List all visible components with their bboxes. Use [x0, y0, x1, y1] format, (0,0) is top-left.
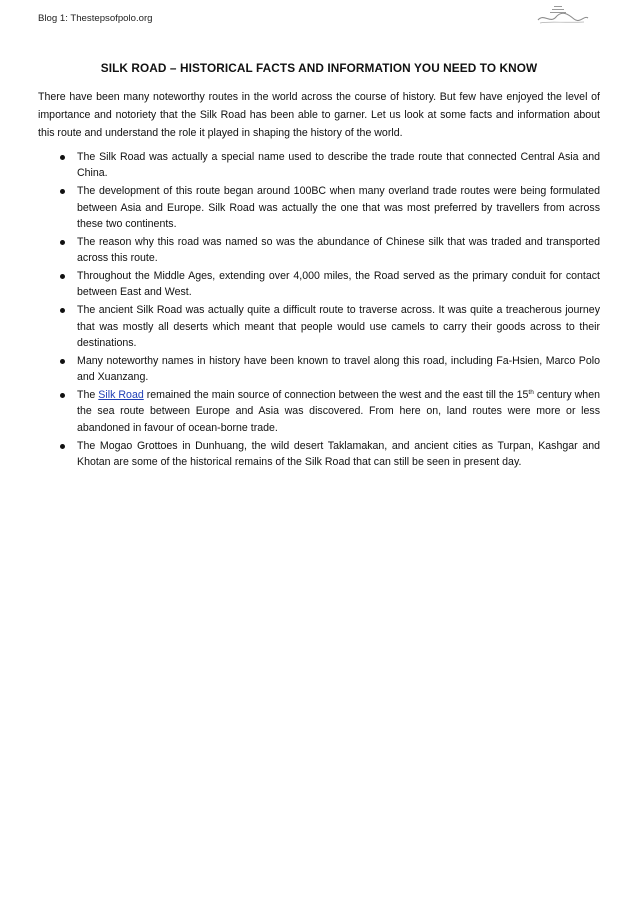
list-item [38, 183, 600, 232]
bullet-icon [60, 189, 65, 194]
bullet-icon [60, 444, 65, 449]
bullet-icon [60, 359, 65, 364]
list-item-text: The ancient Silk Road was actually quite a difficult route to traverse across. It was quite a treacherous journey that was mostly all deserts which meant that people would use camels to carry their goods across to their destinations. [77, 304, 600, 350]
facts-list [38, 149, 600, 472]
bullet-icon [60, 393, 65, 398]
list-item [38, 149, 600, 182]
list-item-text: The Silk Road was actually a special name used to describe the trade route that connected Central Asia and China. [77, 151, 600, 180]
list-item [38, 353, 600, 386]
link-bullet-suffix: century when the sea route between Europe and Asia was discovered. From here on, land routes were more or less abandoned in favour of ocean-borne trade. [77, 389, 600, 434]
link-bullet-prefix: The [77, 389, 96, 402]
link-bullet-middle: remained the main source of connection between the west and the east till the 15 [146, 389, 529, 402]
bullet-icon [60, 155, 65, 160]
list-item-text: The development of this route began around 100BC when many overland trade routes were being formulated between Asia and Europe. Silk Road was actually the one that was most preferred by travellers from across these two continents. [77, 185, 600, 231]
list-item [38, 234, 600, 267]
logo-small-text-lines [550, 6, 566, 13]
list-item [38, 268, 600, 301]
list-item [38, 438, 600, 471]
logo-script-swoosh [538, 13, 588, 20]
bullet-icon [60, 240, 65, 245]
superscript-th: th [528, 389, 534, 397]
list-item-text: The reason why this road was named so was the abundance of Chinese silk that was traded and transported across this route. [77, 235, 600, 265]
bullet-icon [60, 308, 65, 313]
list-item [38, 302, 600, 351]
intro-paragraph: There have been many noteworthy routes in the world across the course of history. But few have enjoyed the level of importance and notoriety that the Silk Road has been able to garner. Let us look at some facts and information about this route and understand the role it played in shaping the history of the world. [38, 91, 600, 140]
list-item-text: Many noteworthy names in history have been known to travel along this road, including Fa-Hsien, Marco Polo and Xuanzang. [77, 354, 600, 384]
list-item-text: Throughout the Middle Ages, extending over 4,000 miles, the Road served as the primary conduit for contact between East and West. [77, 270, 600, 299]
blog-header-label: Blog 1: Thestepsofpolo.org [38, 13, 153, 24]
silk-road-link[interactable]: Silk Road [98, 389, 144, 402]
page-title: SILK ROAD – HISTORICAL FACTS AND INFORMATION YOU NEED TO KNOW [100, 61, 538, 75]
bullet-icon [60, 274, 65, 279]
marco-polo-logo [534, 4, 590, 26]
list-item-with-link [38, 387, 600, 436]
list-item-text: The Mogao Grottoes in Dunhuang, the wild desert Taklamakan, and ancient cities as Turpan, Kashgar and Khotan are some of the historical remains of the Silk Road that can still be seen in present day. [77, 439, 600, 469]
